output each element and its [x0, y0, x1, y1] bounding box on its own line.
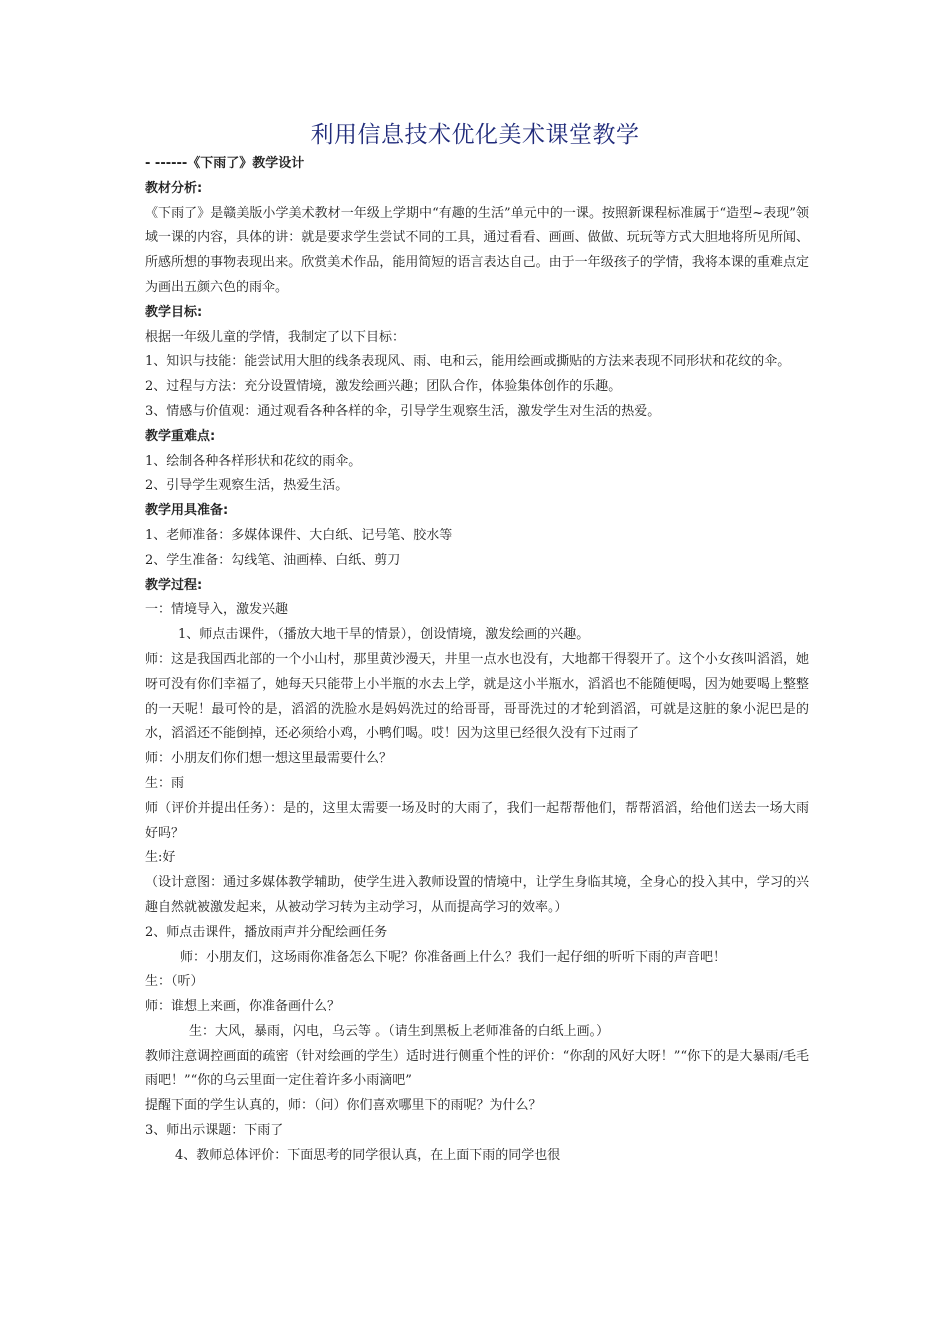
paragraph: 2、师点击课件，播放雨声并分配绘画任务: [145, 924, 388, 940]
paragraph: 一：情境导入，激发兴趣: [145, 602, 289, 618]
paragraph: 师：小朋友们，这场雨你准备怎么下呢？你准备画上什么？我们一起仔细的听听下雨的声音吧！: [180, 949, 727, 965]
paragraph: 生:好: [145, 850, 176, 866]
paragraph: 根据一年级儿童的学情，我制定了以下目标：: [145, 329, 406, 345]
paragraph: 《下雨了》是赣美版小学美术教材一年级上学期中“有趣的生活”单元中的一课。按照新课程标准属于“造型~表现”领域一课的内容，具体的讲：就是要求学生尝试不同的工具，通过看看、画画、做做、玩玩等方式大胆地将所见所闻、所感所想的事物表现出来。欣赏美术作品，能用简短的语言表达自己。由于一年级孩子的学情，我将本课的重难点定为画出五颜六色的雨伞。: [145, 205, 809, 295]
paragraph: 1、绘制各种各样形状和花纹的雨伞。: [145, 453, 362, 469]
document-body: [145, 152, 809, 1169]
paragraph: 教学用具准备:: [145, 503, 229, 519]
paragraph: 4、教师总体评价：下面思考的同学很认真，在上面下雨的同学也很: [175, 1147, 561, 1163]
paragraph: 师：这是我国西北部的一个小山村，那里黄沙漫天，井里一点水也没有，大地都干得裂开了。这个小女孩叫滔滔，她呀可没有你们幸福了，她每天只能带上小半瓶的水去上学，就是这小半瓶水，滔滔也不能随便喝，因为她要喝上整整的一天呢！最可怜的是，滔滔的洗脸水是妈妈洗过的给哥哥，哥哥洗过的才轮到滔滔，可就是这脏的象小泥巴是的水，滔滔还不能倒掉，还必须给小鸡，小鸭们喝。哎！因为这里已经很久没有下过雨了: [145, 651, 809, 742]
paragraph: 教师注意调控画面的疏密（针对绘画的学生）适时进行侧重个性的评价：“你刮的风好大呀！”“你下的是大暴雨/毛毛雨吧！”“你的乌云里面一定住着许多小雨滴吧”: [145, 1048, 809, 1089]
paragraph: 教学重难点:: [145, 428, 216, 444]
paragraph: 师：小朋友们你们想一想这里最需要什么？: [145, 751, 393, 767]
paragraph: 生：大风，暴雨，闪电，乌云等 。（请生到黑板上老师准备的白纸上画。）: [189, 1023, 610, 1039]
paragraph: （设计意图：通过多媒体教学辅助，使学生进入教师设置的情境中，让学生身临其境，全身心的投入其中，学习的兴趣自然就被激发起来，从被动学习转为主动学习，从而提高学习的效率。）: [145, 875, 809, 915]
paragraph: 2、学生准备：勾线笔、油画棒、白纸、剪刀: [145, 552, 401, 568]
paragraph: 教学目标:: [145, 304, 203, 320]
paragraph: 1、老师准备：多媒体课件、大白纸、记号笔、胶水等: [145, 527, 453, 543]
paragraph: 3、师出示课题：下雨了: [145, 1123, 284, 1139]
paragraph: 生：（听）: [145, 974, 204, 990]
paragraph: 生：雨: [145, 775, 185, 791]
paragraph: 师：谁想上来画，你准备画什么？: [145, 999, 341, 1015]
paragraph: 教材分析:: [145, 180, 203, 196]
paragraph: 1、知识与技能：能尝试用大胆的线条表现风、雨、电和云，能用绘画或撕贴的方法来表现不同形状和花纹的伞。: [145, 354, 791, 370]
paragraph: 师（评价并提出任务）：是的，这里太需要一场及时的大雨了，我们一起帮帮他们，帮帮滔滔，给他们送去一场大雨好吗？: [145, 800, 809, 841]
paragraph: 1、师点击课件，（播放大地干旱的情景），创设情境，激发绘画的兴趣。: [178, 627, 590, 643]
paragraph: 教学过程:: [145, 577, 203, 593]
document-title: 利用信息技术优化美术课堂教学: [310, 122, 640, 148]
document-subtitle: - ------《下雨了》教学设计: [145, 156, 305, 171]
paragraph: 2、引导学生观察生活，热爱生活。: [145, 478, 349, 494]
paragraph: 提醒下面的学生认真的，师：（问）你们喜欢哪里下的雨呢？为什么？: [145, 1098, 542, 1114]
paragraph: 2、过程与方法：充分设置情境，激发绘画兴趣；团队合作，体验集体创作的乐趣。: [145, 379, 622, 395]
paragraph: 3、情感与价值观：通过观看各种各样的伞，引导学生观察生活，激发学生对生活的热爱。: [145, 403, 661, 419]
